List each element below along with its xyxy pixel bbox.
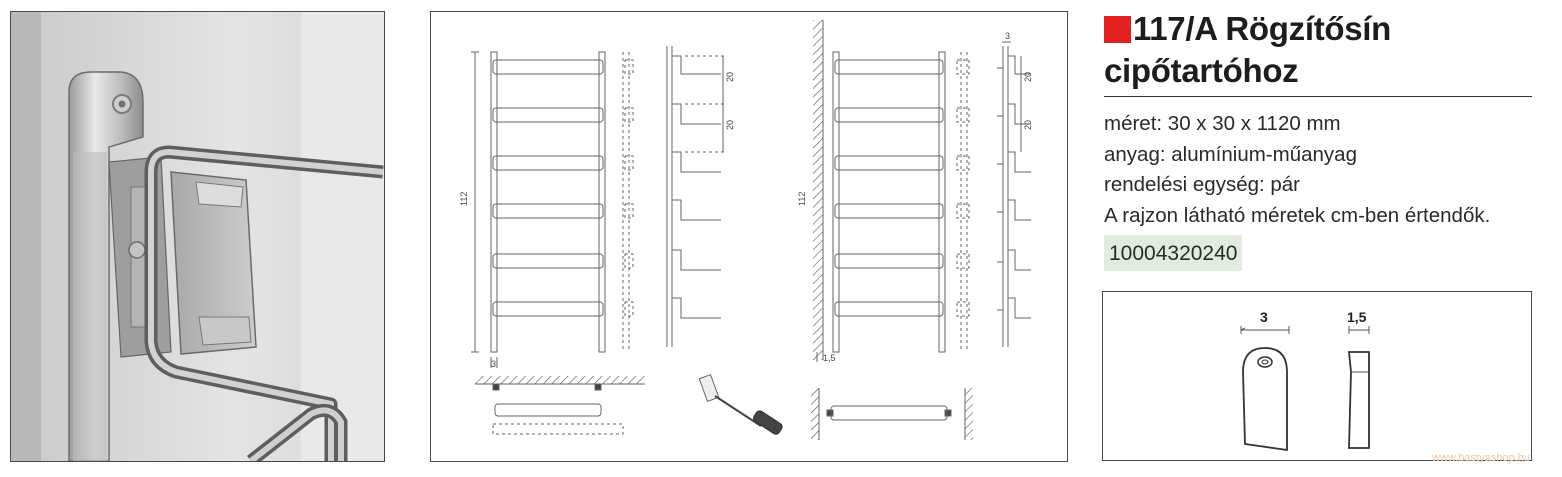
product-photo — [10, 11, 385, 462]
height-dimension-label-2: 112 — [797, 191, 807, 206]
product-title — [1104, 8, 1532, 97]
title-line-1: 117/A Rögzítősín — [1133, 10, 1392, 47]
spacing-label-4: 20 — [1023, 119, 1033, 130]
rail-width-label: 3 — [491, 359, 497, 369]
spec-note: A rajzon látható méretek cm-ben értendők. — [1104, 203, 1491, 227]
rail-photo-illustration — [11, 12, 384, 461]
profile-thickness-label: 1,5 — [1347, 309, 1367, 325]
height-dimension-label: 112 — [459, 191, 469, 206]
spacing-label-1: 20 — [725, 71, 735, 82]
profile-detail-drawing — [1102, 291, 1532, 461]
spacing-label-3: 20 — [1023, 71, 1033, 82]
profile-width-label: 3 — [1260, 309, 1268, 325]
rail-technical-drawing — [431, 12, 1067, 461]
gap-label: 1,5 — [823, 353, 836, 363]
spacing-label-2: 20 — [725, 119, 735, 130]
watermark: www.bastyashop.hu — [1432, 452, 1530, 464]
spec-order-unit: rendelési egység: pár — [1104, 173, 1301, 196]
technical-drawing — [430, 11, 1068, 462]
spec-material: anyag: alumínium-műanyag — [1104, 142, 1357, 166]
spec-size: méret: 30 x 30 x 1120 mm — [1104, 112, 1341, 135]
red-square-icon — [1104, 16, 1131, 43]
spec-list — [1104, 109, 1490, 231]
rail-width-label-2: 3 — [1005, 31, 1011, 41]
profile-cross-section — [1103, 292, 1531, 460]
product-code-badge: 10004320240 — [1104, 235, 1242, 271]
title-line-2: cipőtartóhoz — [1104, 52, 1299, 89]
